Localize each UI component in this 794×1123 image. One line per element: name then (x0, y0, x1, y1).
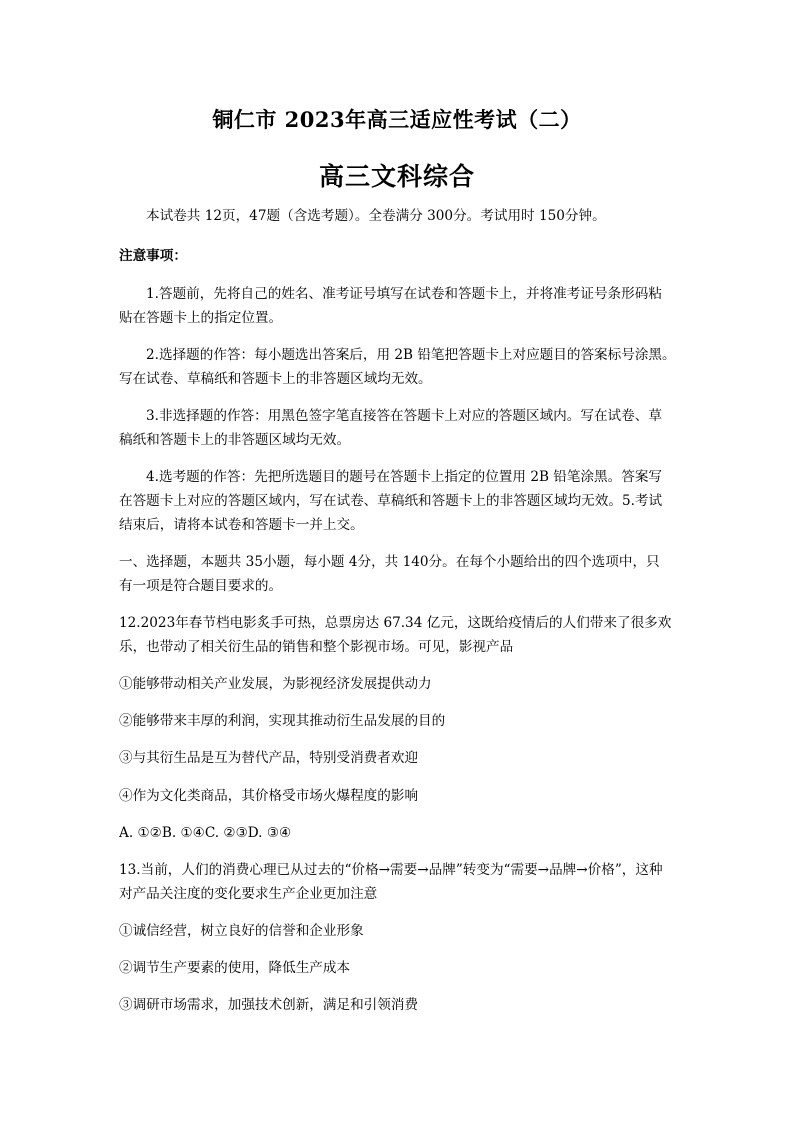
exam-intro: 本试卷共 12页，47题（含选考题）。全卷满分 300分。考试用时 150分钟。 (146, 208, 606, 224)
notice-item-1-line-2: 贴在答题卡上的指定位置。 (119, 310, 283, 326)
notice-item-4-line-2: 在答题卡上对应的答题区域内，写在试卷、草稿纸和答题卡上的非答题区域均无效。5.考试 (119, 493, 663, 509)
question-12-stem-line-2: 乐，也带动了相关衍生品的销售和整个影视市场。可见，影视产品 (119, 639, 514, 655)
question-12-option-4: ④作为文化类商品，其价格受市场火爆程度的影响 (119, 788, 419, 804)
exam-subject-title: 高三文科综合 (318, 162, 475, 191)
question-12-choices: A. ①②B. ①④C. ②③D. ③④ (119, 825, 292, 841)
exam-title: 铜仁市 2023年高三适应性考试（二） (212, 107, 582, 132)
notice-item-2-line-1: 2.选择题的作答：每小题选出答案后，用 2B 铅笔把答题卡上对应题目的答案标号涂黑。 (146, 347, 676, 363)
notice-heading: 注意事项： (119, 248, 187, 264)
section-heading-line-1: 一、选择题，本题共 35小题，每小题 4分，共 140分。在每个小题给出的四个选项中，只 (119, 554, 660, 570)
question-13-option-2: ②调节生产要素的使用，降低生产成本 (119, 960, 351, 976)
notice-item-2-line-2: 写在试卷、草稿纸和答题卡上的非答题区域均无效。 (119, 371, 432, 387)
question-12-option-1: ①能够带动相关产业发展，为影视经济发展提供动力 (119, 676, 432, 692)
question-12-option-3: ③与其衍生品是互为替代产品，特别受消费者欢迎 (119, 750, 419, 766)
section-heading-line-2: 有一项是符合题目要求的。 (119, 578, 283, 594)
question-13-option-1: ①诚信经营，树立良好的信誉和企业形象 (119, 923, 364, 939)
notice-item-3-line-1: 3.非选择题的作答：用黑色签字笔直接答在答题卡上对应的答题区域内。写在试卷、草 (146, 408, 662, 424)
question-13-option-3: ③调研市场需求，加强技术创新，满足和引领消费 (119, 997, 419, 1013)
notice-item-4-line-3: 结束后，请将本试卷和答题卡一并上交。 (119, 517, 364, 533)
question-13-stem-line-2: 对产品关注度的变化要求生产企业更加注意 (119, 886, 378, 902)
notice-item-3-line-2: 稿纸和答题卡上的非答题区域均无效。 (119, 432, 351, 448)
notice-item-4-line-1: 4.选考题的作答：先把所选题目的题号在答题卡上指定的位置用 2B 铅笔涂黑。答案写 (146, 469, 663, 485)
question-13-stem-line-1: 13.当前，人们的消费心理已从过去的“价格→需要→品牌”转变为“需要→品牌→价格”，这种 (119, 862, 663, 878)
notice-item-1-line-1: 1.答题前，先将自己的姓名、准考证号填写在试卷和答题卡上，并将准考证号条形码粘 (146, 286, 662, 302)
question-12-option-2: ②能够带来丰厚的利润，实现其推动衍生品发展的目的 (119, 713, 446, 729)
question-12-stem-line-1: 12.2023年春节档电影炙手可热，总票房达 67.34 亿元，这既给疫情后的人们带来了很多欢 (119, 615, 672, 631)
